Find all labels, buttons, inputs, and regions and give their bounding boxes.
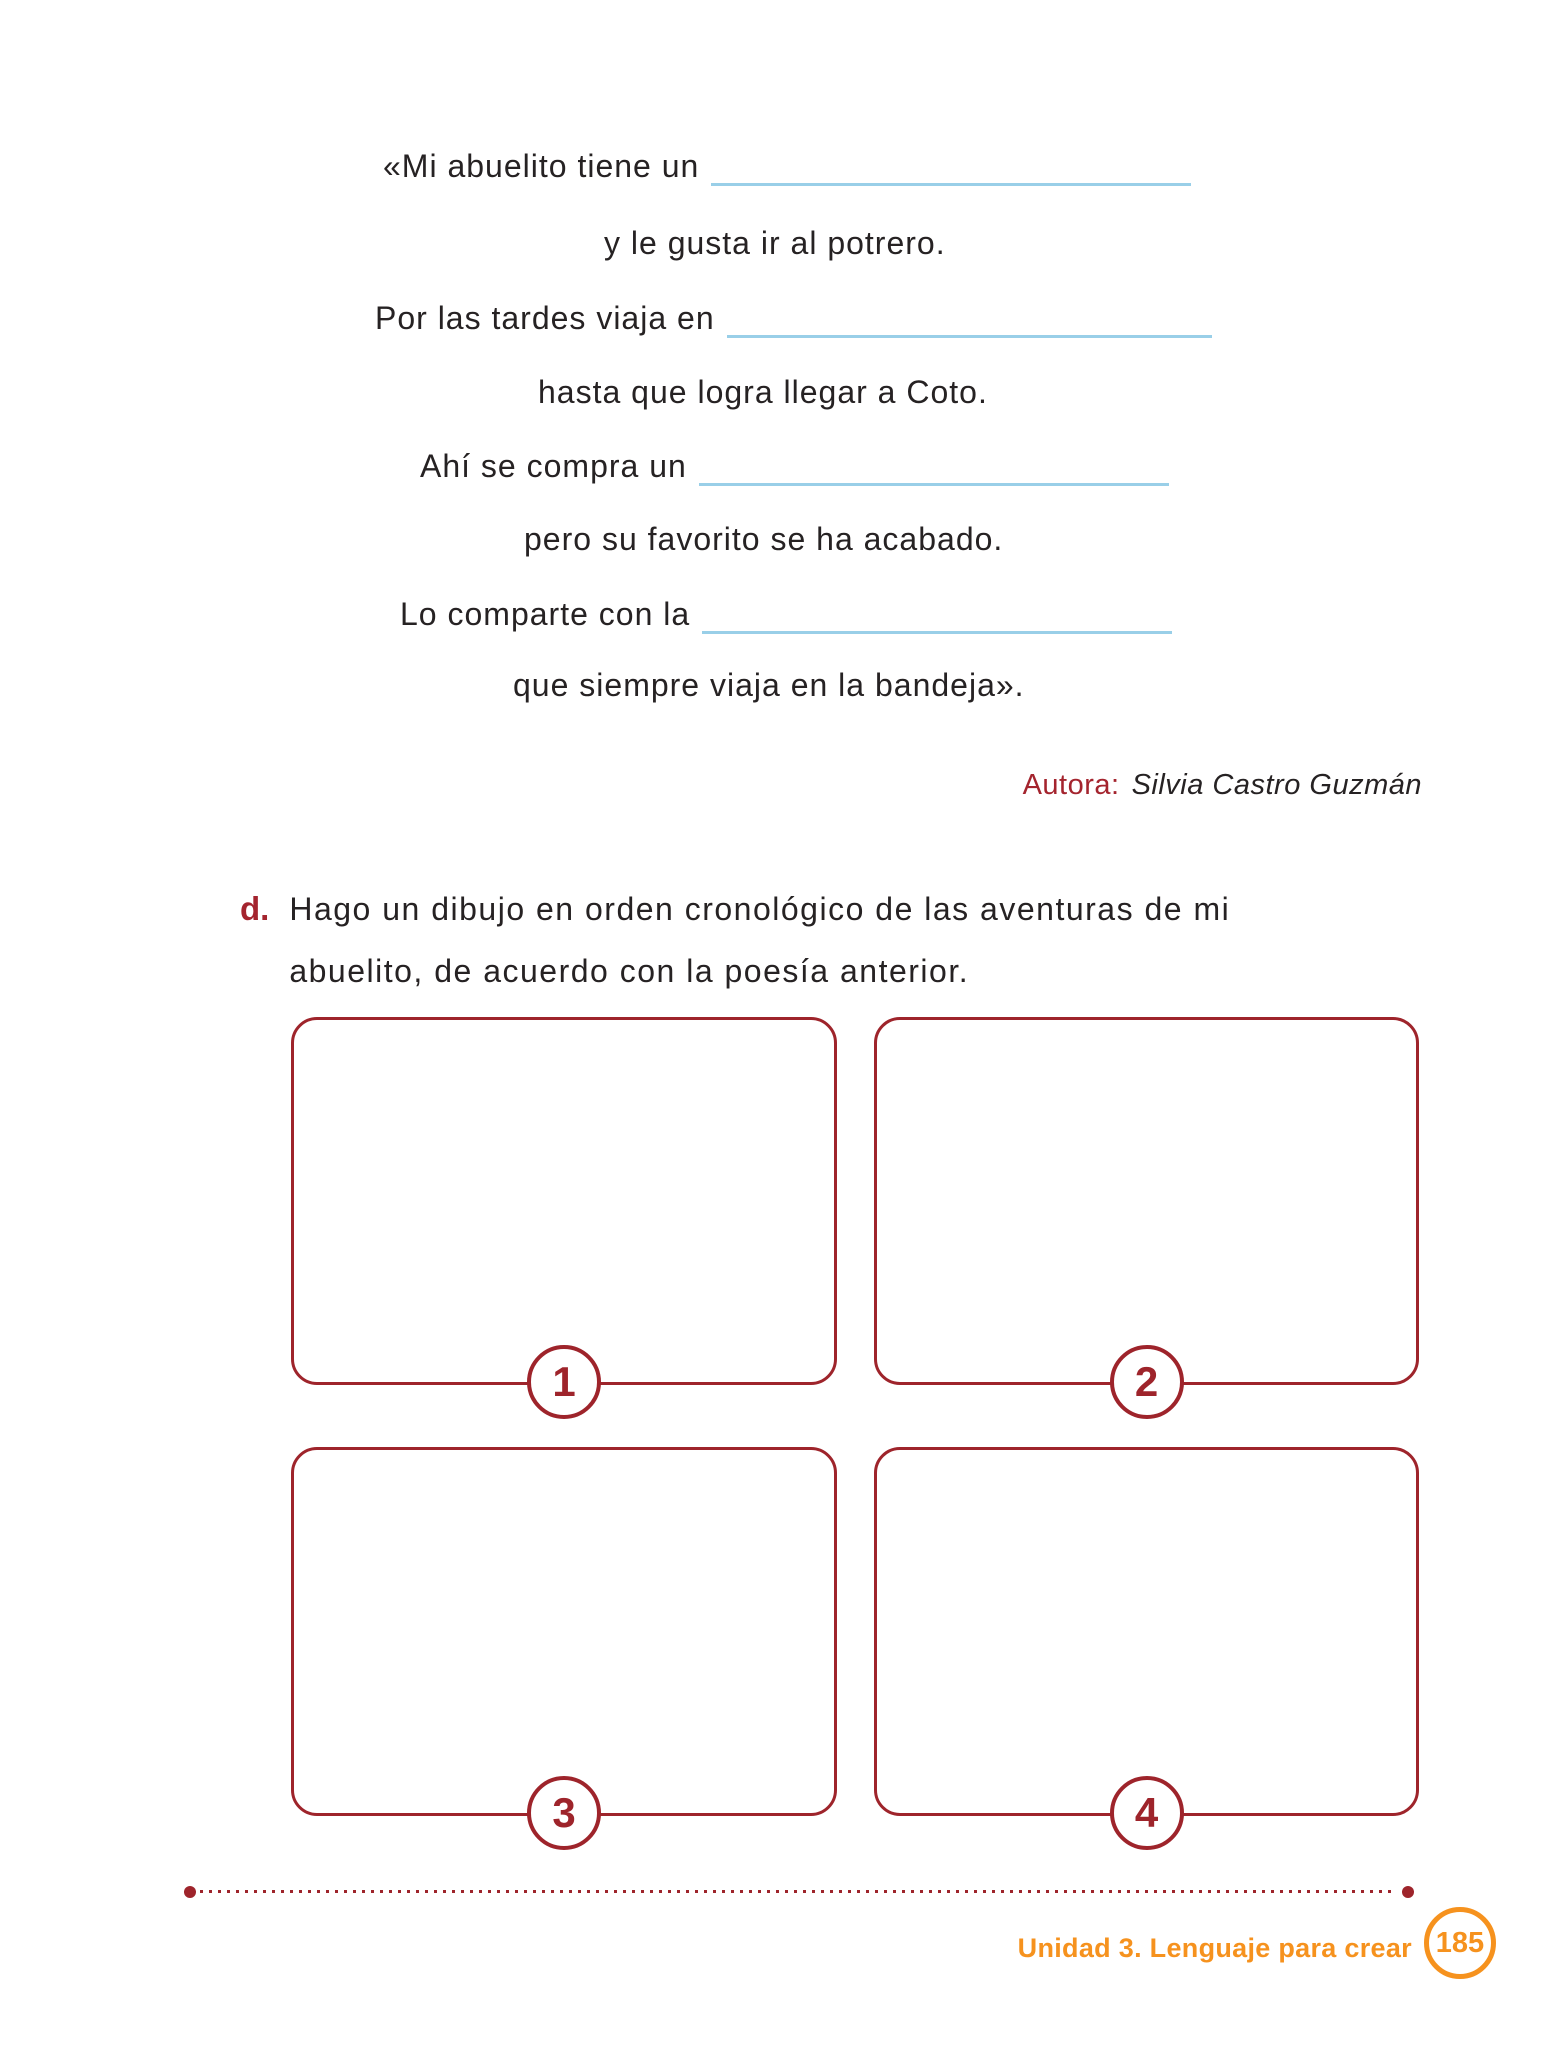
poem-line — [420, 446, 1169, 486]
poem-line-text: Lo comparte con la — [400, 596, 691, 632]
page-number-badge — [1424, 1907, 1496, 1979]
box-number: 4 — [1134, 1789, 1159, 1836]
poem-line-text: Ahí se compra un — [420, 448, 687, 484]
drawing-box-3[interactable] — [291, 1447, 837, 1836]
box-number: 1 — [552, 1358, 576, 1405]
fill-in-blank-underline[interactable] — [699, 483, 1169, 486]
footer-divider-dotted — [200, 1890, 1396, 1893]
instruction-line-1: Hago un dibujo en orden cronológico de las aventuras de mi — [289, 891, 1231, 927]
poem-line-text: Por las tardes viaja en — [375, 300, 715, 336]
poem-line-text: «Mi abuelito tiene un — [383, 148, 700, 184]
poem-line — [383, 146, 1191, 186]
box-number-badge — [1110, 1345, 1184, 1419]
poem-line — [604, 223, 946, 263]
footer-unit-label: Unidad 3. Lenguaje para crear — [1017, 1933, 1412, 1963]
drawing-box-4[interactable] — [874, 1447, 1419, 1836]
activity-instruction — [240, 878, 1230, 1002]
box-number: 2 — [1134, 1358, 1159, 1405]
poem-line — [400, 594, 1172, 634]
activity-letter: d. — [240, 890, 270, 927]
box-number-badge — [527, 1776, 601, 1850]
drawing-box-1[interactable] — [291, 1017, 837, 1405]
box-number: 3 — [552, 1789, 576, 1836]
poem-line-text: hasta que logra llegar a Coto. — [538, 374, 988, 410]
poem-line — [524, 519, 1003, 559]
activity-instruction-text — [289, 878, 1230, 1002]
poem-line-text: y le gusta ir al potrero. — [604, 225, 946, 261]
author-name: Silvia Castro Guzmán — [1131, 769, 1422, 801]
author-credit — [1023, 765, 1422, 805]
footer-divider-right-dot — [1402, 1886, 1414, 1898]
fill-in-blank-underline[interactable] — [702, 631, 1172, 634]
author-label: Autora: — [1022, 769, 1120, 801]
drawing-box-2[interactable] — [874, 1017, 1419, 1405]
page-number: 185 — [1435, 1926, 1485, 1959]
poem-line — [538, 372, 988, 412]
box-number-badge — [1110, 1776, 1184, 1850]
poem-line — [375, 298, 1212, 338]
poem-line-text: que siempre viaja en la bandeja». — [513, 667, 1025, 703]
footer-divider-left-dot — [184, 1886, 196, 1898]
fill-in-blank-underline[interactable] — [727, 335, 1212, 338]
instruction-line-2: abuelito, de acuerdo con la poesía anterior. — [289, 953, 970, 989]
box-number-badge — [527, 1345, 601, 1419]
poem-line — [513, 665, 1025, 705]
poem-line-text: pero su favorito se ha acabado. — [524, 521, 1004, 557]
fill-in-blank-underline[interactable] — [711, 183, 1191, 186]
